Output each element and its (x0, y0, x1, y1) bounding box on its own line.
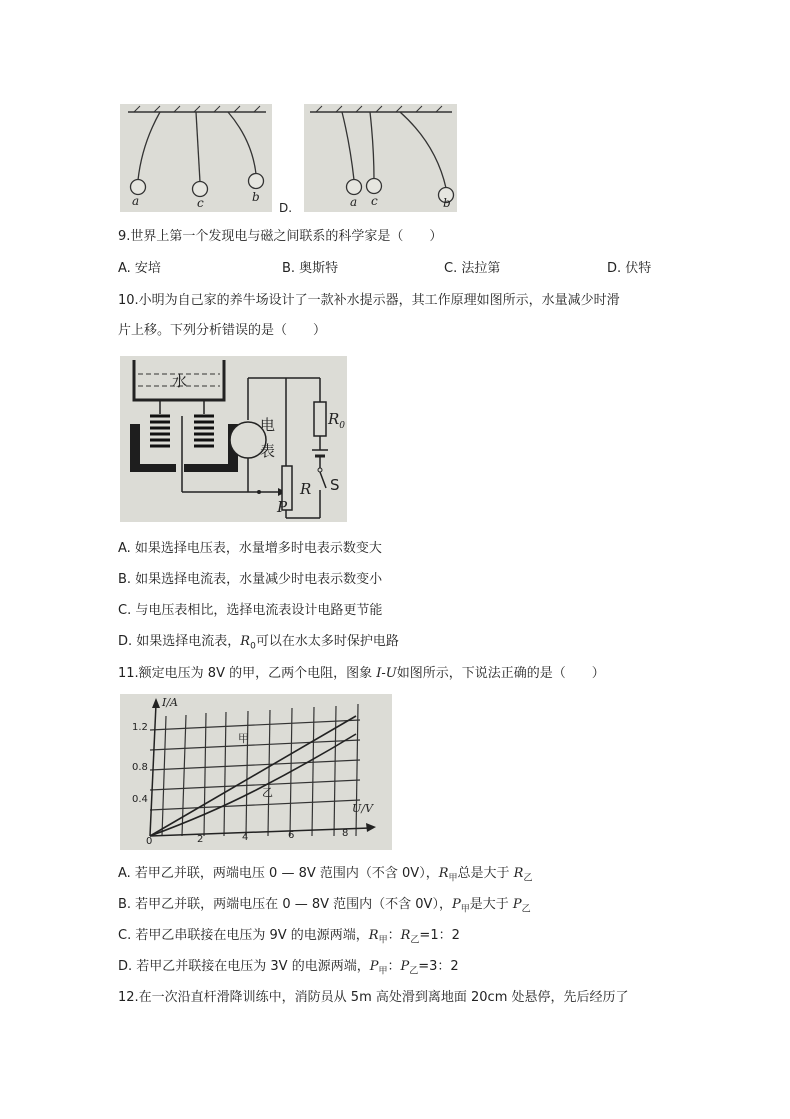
x-tick-0: 0 (146, 836, 153, 847)
x-tick-2: 2 (197, 834, 204, 845)
q9-option-a: A. 安培 (118, 261, 161, 276)
series-line-jia (150, 716, 356, 836)
q9-option-d: D. 伏特 (607, 261, 652, 276)
q11-stem: 11.额定电压为 8V 的甲，乙两个电阻，图象 I-U如图所示，下说法正确的是（ ） (118, 666, 605, 681)
q9-option-c: C. 法拉第 (444, 261, 501, 276)
ball-label-c: c (197, 196, 204, 210)
ball-label-a: a (132, 194, 140, 208)
y-axis-label: I/A (162, 696, 178, 709)
water-circuit-figure (120, 356, 347, 522)
x-tick-8: 8 (342, 828, 349, 839)
q11-option-a: A. 若甲乙并联，两端电压 0 — 8V 范围内（不含 0V），$R_甲$总是大于 $R_乙$ (118, 866, 533, 884)
series-label-yi: 乙 (262, 786, 273, 799)
x-tick-6: 6 (288, 830, 295, 841)
ball-label-b: b (252, 190, 260, 204)
option-d-label: D. (279, 201, 293, 215)
ball-label-c: c (371, 194, 378, 208)
switch-label: S (330, 476, 340, 494)
iu-graph-figure (120, 694, 392, 850)
r-label: R (300, 480, 312, 498)
pendulum-figure-d (304, 104, 457, 212)
x-axis-label: U/V (352, 802, 373, 815)
q10-option-c: C. 与电压表相比，选择电流表设计电路更节能 (118, 603, 383, 618)
q9-stem: 9.世界上第一个发现电与磁之间联系的科学家是（ ） (118, 229, 443, 244)
q9-option-b: B. 奥斯特 (282, 261, 339, 276)
q12-stem: 12.在一次沿直杆滑降训练中，消防员从 5m 高处滑到离地面 20cm 处悬停，先后经历了 (118, 990, 629, 1005)
q11-option-b: B. 若甲乙并联，两端电压在 0 — 8V 范围内（不含 0V），$P_甲$是大于 $P_乙$ (118, 897, 531, 915)
series-label-jia: 甲 (238, 732, 249, 745)
q11-option-c: C. 若甲乙串联接在电压为 9V 的电源两端，$R_甲$：$R_乙=1$：2 (118, 928, 460, 946)
water-label: 水 (172, 372, 188, 390)
y-tick-0-4: 0.4 (132, 794, 148, 805)
q11-option-d: D. 若甲乙并联接在电压为 3V 的电源两端，$P_甲$：$P_乙=3$：2 (118, 959, 459, 977)
q10-stem-line2: 片上移。下列分析错误的是（ ） (118, 323, 327, 338)
r0-label: $R_0$ (328, 410, 346, 431)
ball-label-a: a (350, 195, 358, 209)
q10-option-a: A. 如果选择电压表，水量增多时电表示数变大 (118, 541, 382, 556)
meter-label-bottom: 表 (260, 442, 276, 460)
slider-p-label: P (277, 498, 288, 516)
y-tick-1-2: 1.2 (132, 722, 148, 733)
q10-option-b: B. 如果选择电流表，水量减少时电表示数变小 (118, 572, 383, 587)
q10-stem-line1: 10.小明为自己家的养牛场设计了一款补水提示器，其工作原理如图所示，水量减少时滑 (118, 293, 620, 308)
ball-label-b: b (443, 196, 451, 210)
pendulum-figure-c (120, 104, 272, 212)
q10-option-d: D. 如果选择电流表，$R_0$可以在水太多时保护电路 (118, 634, 399, 652)
meter-label-top: 电 (260, 416, 276, 434)
x-tick-4: 4 (242, 832, 249, 843)
iu-graph (120, 694, 392, 850)
y-tick-0-8: 0.8 (132, 762, 148, 773)
